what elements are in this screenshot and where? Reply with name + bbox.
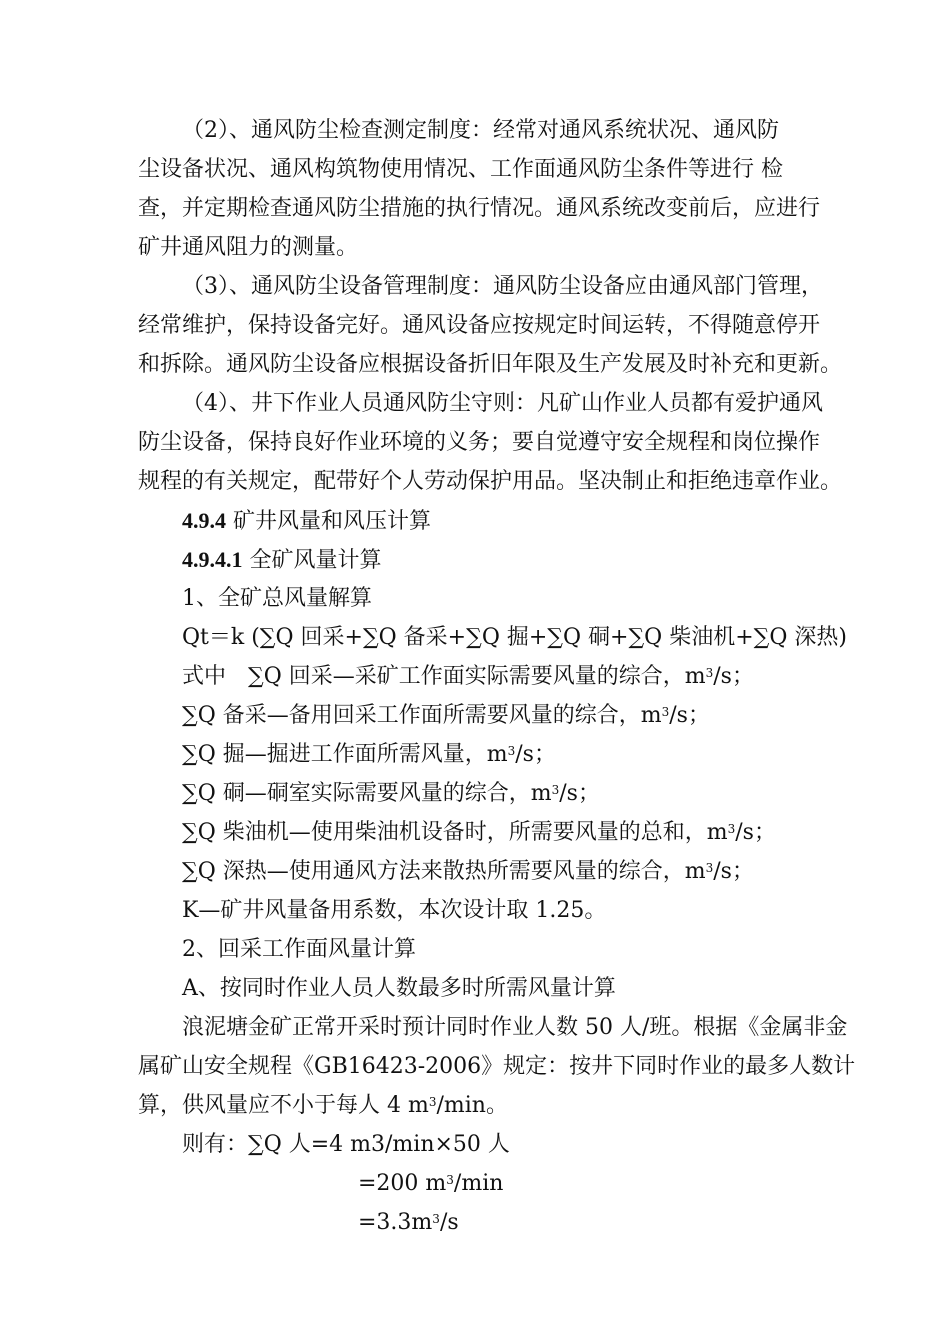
paragraph-line: （4）、井下作业人员通风防尘守则：凡矿山作业人员都有爱护通风 <box>182 391 823 416</box>
paragraph-line: 和拆除。通风防尘设备应根据设备折旧年限及生产发展及时补充和更新。 <box>138 352 843 377</box>
paragraph-line: （3）、通风防尘设备管理制度：通风防尘设备应由通风部门管理， <box>182 274 823 299</box>
definition-line: K—矿井风量备用系数，本次设计取 1.25。 <box>182 898 607 923</box>
paragraph-line: 算，供风量应不小于每人 4 $m^3/\min$。 <box>138 1093 508 1118</box>
heading-text: 全矿风量计算 <box>249 548 382 573</box>
paragraph-line: 防尘设备，保持良好作业环境的义务；要自觉遵守安全规程和岗位操作 <box>138 430 821 455</box>
heading-number: 4.9.4.1 <box>182 547 243 572</box>
list-item-heading: A、按同时作业人员人数最多时所需风量计算 <box>182 976 616 1001</box>
paragraph-line: 查，并定期检查通风防尘措施的执行情况。通风系统改变前后，应进行 <box>138 196 821 221</box>
definition-line: ∑Q 掘—掘进工作面所需风量，$m^3/s$； <box>182 742 556 767</box>
formula: Qt＝k (∑Q 回采+∑Q 备采+∑Q 掘+∑Q 硐+∑Q 柴油机+∑Q 深热) <box>182 625 847 650</box>
heading-text: 矿井风量和风压计算 <box>233 509 432 534</box>
list-item-heading: 1、全矿总风量解算 <box>182 586 372 611</box>
definition-line: ∑Q 柴油机—使用柴油机设备时，所需要风量的总和，$m^3/s$； <box>182 820 776 845</box>
paragraph-line: 矿井通风阻力的测量。 <box>138 235 359 260</box>
calculation-line: $=3.3m^3/s$ <box>358 1210 459 1235</box>
calculation-line: 则有：∑Q 人=4 m3/min×50 人 <box>182 1132 510 1157</box>
definition-line: ∑Q 备采—备用回采工作面所需要风量的综合，$m^3/s$； <box>182 703 710 728</box>
heading-number: 4.9.4 <box>182 508 226 533</box>
section-heading <box>182 506 431 537</box>
paragraph-line: 规程的有关规定，配带好个人劳动保护用品。坚决制止和拒绝违章作业。 <box>138 469 843 494</box>
paragraph-line: 属矿山安全规程《GB16423-2006》规定：按井下同时作业的最多人数计 <box>138 1054 856 1079</box>
calculation-line: =200 $m^3/\min$ <box>358 1171 504 1196</box>
paragraph-line: 经常维护，保持设备完好。通风设备应按规定时间运转，不得随意停开 <box>138 313 821 338</box>
list-item-heading: 2、回采工作面风量计算 <box>182 937 416 962</box>
definition-line: ∑Q 深热—使用通风方法来散热所需要风量的综合，$m^3/s$； <box>182 859 754 884</box>
subsection-heading <box>182 545 382 576</box>
definition-line: ∑Q 硐—硐室实际需要风量的综合，$m^3/s$； <box>182 781 600 806</box>
paragraph-line: （2）、通风防尘检查测定制度：经常对通风系统状况、通风防 <box>182 118 779 143</box>
paragraph-line: 浪泥塘金矿正常开采时预计同时作业人数 50 人/班。根据《金属非金 <box>182 1015 848 1040</box>
paragraph-line: 尘设备状况、通风构筑物使用情况、工作面通风防尘条件等进行 检 <box>138 157 783 182</box>
definition-line: 式中 ∑Q 回采—采矿工作面实际需要风量的综合，$m^3/s$； <box>182 664 754 689</box>
